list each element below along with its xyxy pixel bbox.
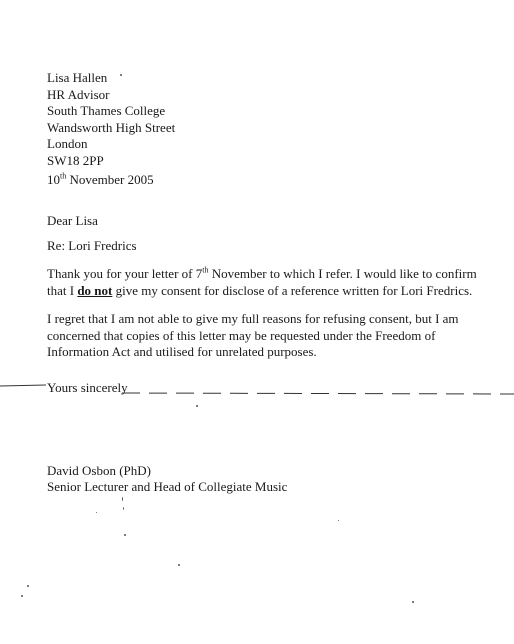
paragraph-line: concerned that copies of this letter may be requested under the Freedom of [47, 327, 436, 343]
closing: Yours sincerely [47, 380, 128, 395]
letter-date [47, 172, 154, 189]
scan-speck [124, 534, 126, 536]
scan-speck [21, 595, 23, 597]
text-span: give my consent for disclose of a reference written for Lori Fredrics. [112, 282, 473, 298]
date-day: 10 [47, 172, 60, 187]
subject-line: Re: Lori Fredrics [47, 238, 137, 253]
recipient-postcode: SW18 2PP [47, 152, 104, 168]
scan-speck [412, 601, 414, 603]
salutation: Dear Lisa [47, 213, 98, 228]
paragraph-line [47, 266, 477, 283]
recipient-organisation: South Thames College [47, 103, 166, 118]
paragraph-line: I regret that I am not able to give my full reasons for refusing consent, but I am [47, 311, 459, 326]
scan-speck [178, 564, 180, 566]
text-span: Thank you for your letter of 7 [47, 266, 203, 281]
signatory-name: David Osbon (PhD) [47, 463, 151, 478]
scan-speck [27, 585, 29, 587]
scan-speck [96, 512, 97, 513]
text-span: November to which I refer. I would like to confirm [208, 266, 477, 281]
recipient-name: Lisa Hallen [47, 70, 108, 85]
scan-speck [120, 74, 122, 76]
signatory-title: Senior Lecturer and Head of Collegiate Music [47, 479, 288, 494]
scan-speck [338, 520, 339, 521]
paragraph-line [47, 283, 477, 300]
recipient-city: London [47, 136, 88, 151]
scan-speck [122, 497, 123, 501]
body-paragraph-2 [47, 311, 459, 361]
ordinal-suffix: th [202, 265, 209, 275]
recipient-address [47, 70, 175, 169]
body-paragraph-1 [47, 266, 477, 299]
scan-speck [196, 405, 198, 407]
emphasis-text: do not [77, 282, 113, 298]
paragraph-line: Information Act and utilised for unrelated purposes. [47, 344, 317, 359]
text-span: that I [47, 282, 78, 298]
recipient-street: Wandsworth High Street [47, 119, 176, 135]
recipient-title: HR Advisor [47, 86, 110, 102]
scan-speck [123, 507, 124, 510]
date-rest: November 2005 [66, 172, 154, 187]
date-suffix: th [60, 171, 67, 181]
